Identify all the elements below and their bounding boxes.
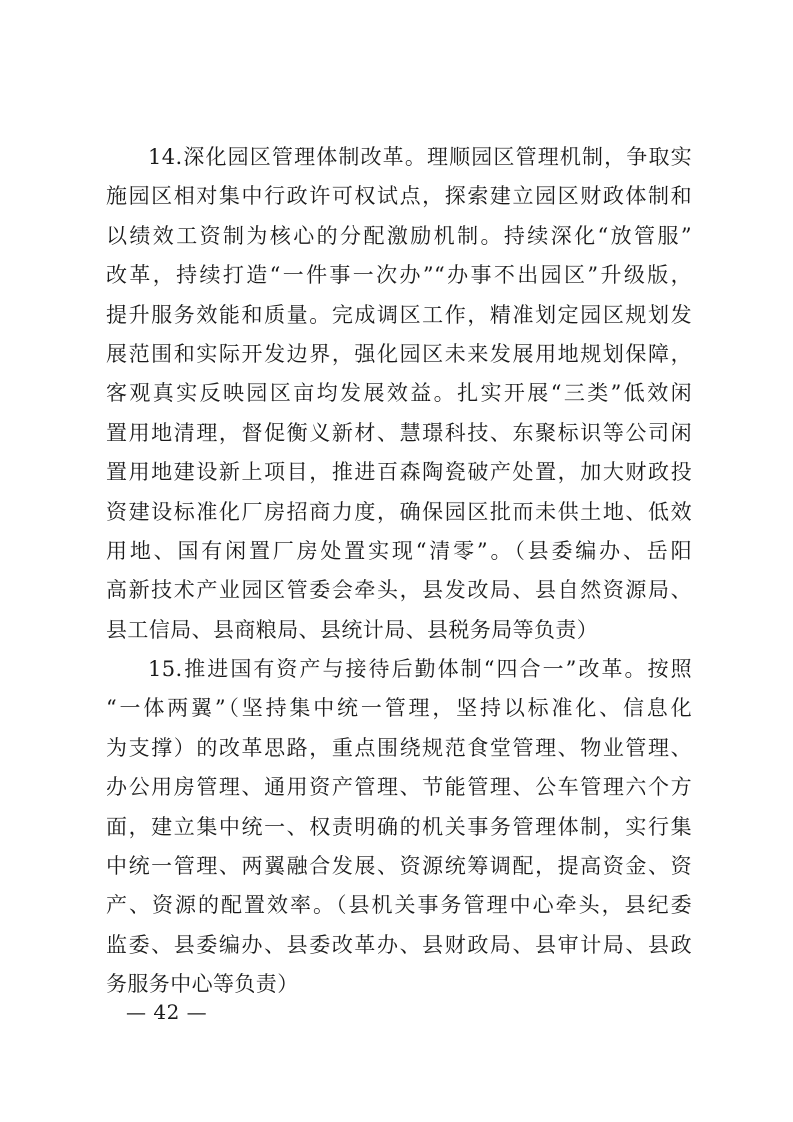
text-line: “一体两翼”（坚持集中统一管理，坚持以标准化、信息化 bbox=[106, 696, 692, 721]
text-line: 15.推进国有资产与接待后勤体制“四合一”改革。按照 bbox=[148, 657, 692, 682]
body-text bbox=[106, 138, 692, 1005]
text-line: 施园区相对集中行政许可权试点，探索建立园区财政体制和 bbox=[106, 184, 692, 209]
text-line: 提升服务效能和质量。完成调区工作，精准划定园区规划发 bbox=[106, 302, 692, 327]
page-number: — 42 — bbox=[126, 1000, 208, 1024]
text-line: 县工信局、县商粮局、县统计局、县税务局等负责） bbox=[106, 617, 599, 642]
text-line: 中统一管理、两翼融合发展、资源统筹调配，提高资金、资 bbox=[106, 854, 692, 879]
text-line: 监委、县委编办、县委改革办、县财政局、县审计局、县政 bbox=[106, 932, 692, 957]
text-line: 高新技术产业园区管委会牵头，县发改局、县自然资源局、 bbox=[106, 578, 692, 603]
paragraph-15 bbox=[106, 650, 692, 1005]
text-line: 产、资源的配置效率。（县机关事务管理中心牵头，县纪委 bbox=[106, 893, 692, 918]
text-line: 办公用房管理、通用资产管理、节能管理、公车管理六个方 bbox=[106, 775, 692, 800]
text-line: 以绩效工资制为核心的分配激励机制。持续深化“放管服” bbox=[106, 223, 692, 248]
text-line: 14.深化园区管理体制改革。理顺园区管理机制，争取实 bbox=[148, 145, 692, 169]
text-line: 为支撑）的改革思路，重点围绕规范食堂管理、物业管理、 bbox=[106, 735, 692, 760]
text-line: 置用地清理，督促衡义新材、慧璟科技、东聚标识等公司闲 bbox=[106, 420, 692, 445]
text-line: 用地、国有闲置厂房处置实现“清零”。（县委编办、岳阳 bbox=[106, 538, 692, 563]
text-line: 面，建立集中统一、权责明确的机关事务管理体制，实行集 bbox=[106, 814, 692, 839]
text-line: 展范围和实际开发边界，强化园区未来发展用地规划保障， bbox=[106, 341, 692, 366]
paragraph-14 bbox=[106, 138, 692, 650]
text-line: 客观真实反映园区亩均发展效益。扎实开展“三类”低效闲 bbox=[106, 381, 692, 406]
text-line: 改革，持续打造“一件事一次办”“办事不出园区”升级版， bbox=[106, 263, 692, 288]
text-line: 务服务中心等负责） bbox=[106, 972, 299, 997]
text-line: 资建设标准化厂房招商力度，确保园区批而未供土地、低效 bbox=[106, 499, 692, 524]
text-line: 置用地建设新上项目，推进百森陶瓷破产处置，加大财政投 bbox=[106, 460, 692, 485]
